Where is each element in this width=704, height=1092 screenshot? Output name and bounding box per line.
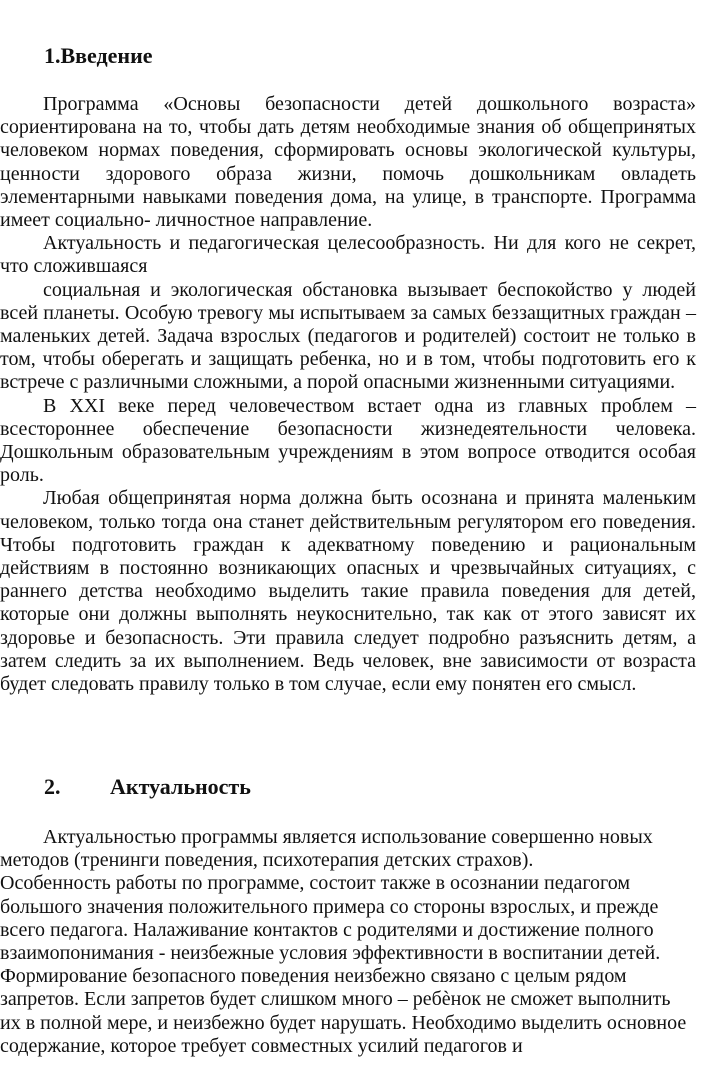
paragraph: социальная и экологическая обстановка вызывает беспокойство у людей всей планеты. Особую тревогу мы испытываем за самых беззащитных граждан – маленьких детей. Задача взрослых (педагогов и родителей) состоит не только в том, чтобы оберегать и защищать ребенка, но и в том, чтобы подготовить его к встрече с различными сложными, а порой опасными жизненными ситуациями. xyxy=(0,278,696,394)
paragraph: Программа «Основы безопасности детей дошкольного возраста» сориентирована на то, чтобы дать детям необходимые знания об общепринятых человеком нормах поведения, сформировать основы экологической культуры, ценности здорового образа жизни, помочь дошкольникам овладеть элементарными навыками поведения дома, на улице, в транспорте. Программа имеет социально- личностное направление. xyxy=(0,93,696,232)
paragraph: Актуальность и педагогическая целесообразность. Ни для кого не секрет, что сложившаяся xyxy=(0,232,696,278)
section-heading-relevance xyxy=(44,774,251,800)
heading-title: Актуальность xyxy=(110,774,251,799)
section-body-introduction xyxy=(0,93,696,696)
paragraph: Актуальностью программы является использование совершенно новых методов (тренинги поведения, психотерапия детских страхов). xyxy=(0,826,653,872)
paragraph: Любая общепринятая норма должна быть осознана и принята маленьким человеком, только тогда она станет действительным регулятором его поведения. Чтобы подготовить граждан к адекватному поведению и рациональным действиям в постоянно возникающих опасных и чрезвычайных ситуациях, с раннего детства необходимо выделить такие правила поведения для детей, которые они должны выполнять неукоснительно, так как от этого зависят их здоровье и безопасность. Эти правила следует подробно разъяснить детям, а затем следить за их выполнением. Ведь человек, вне зависимости от возраста будет следовать правилу только в том случае, если ему понятен его смысл. xyxy=(0,487,696,696)
section-heading-introduction: 1.Введение xyxy=(44,43,153,68)
heading-number: 2. xyxy=(44,774,61,799)
paragraph: Особенность работы по программе, состоит также в осознании педагогом большого значения положительного примера со стороны взрослых, и прежде всего педагога. Налаживание контактов с родителями и достижение полного взаимопонимания - неизбежные условия эффективности в воспитании детей. Формирование безопасного поведения неизбежно связано с целым рядом запретов. Если запретов будет слишком много – ребѐнок не сможет выполнить их в полной мере, и неизбежно будет нарушать. Необходимо выделить основное содержание, которое требует совместных усилий педагогов и xyxy=(0,872,687,1057)
section-body-relevance xyxy=(0,826,696,1058)
paragraph: В XXI веке перед человечеством встает одна из главных проблем – всестороннее обеспечение безопасности жизнедеятельности человека. Дошкольным образовательным учреждениям в этом вопросе отводится особая роль. xyxy=(0,394,696,487)
